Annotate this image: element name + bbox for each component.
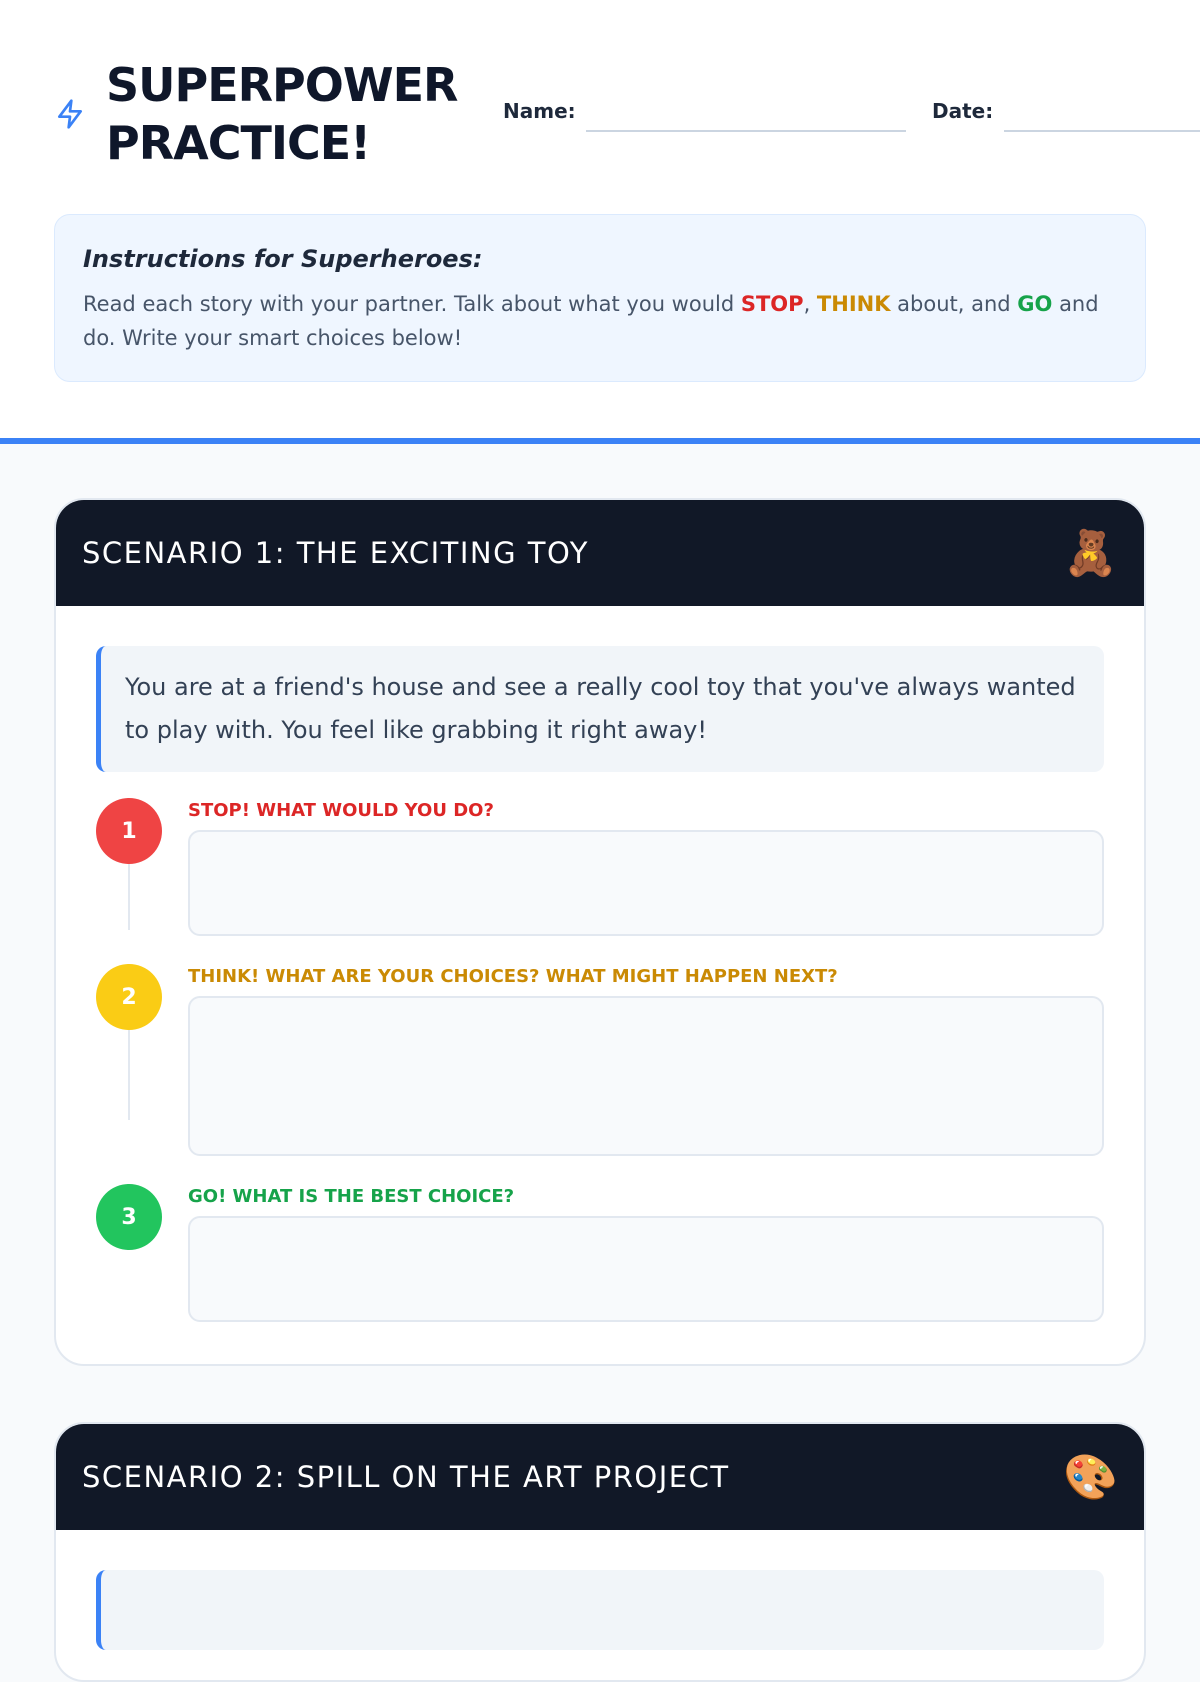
step-number-stop: 1 [96,798,162,864]
keyword-go: GO [1017,292,1053,316]
answer-box-stop[interactable] [188,830,1104,936]
step-number-think: 2 [96,964,162,1030]
step-label-think: THINK! WHAT ARE YOUR CHOICES? WHAT MIGHT HAPPEN NEXT? [188,966,838,987]
step-label-stop: STOP! WHAT WOULD YOU DO? [188,800,494,821]
name-field[interactable] [586,130,906,132]
instructions-text-end: and do. Write your smart choices below! [83,292,1099,350]
scenario-title: SCENARIO 1: THE EXCITING TOY [82,536,589,570]
step-label-go: GO! WHAT IS THE BEST CHOICE? [188,1186,515,1207]
instructions-comma: , [803,292,817,316]
title-line-1: SUPERPOWER [106,58,458,112]
lightning-bolt-icon [54,96,86,132]
scenario-header [56,1424,1144,1530]
instructions-title: Instructions for Superheroes: [83,245,483,273]
title-line-2: PRACTICE! [106,116,371,170]
instructions-text-middle: about, and [890,292,1018,316]
scenario-header [56,500,1144,606]
palette-icon: 🎨 [1063,1452,1118,1503]
scenario-title: SCENARIO 2: SPILL ON THE ART PROJECT [82,1460,730,1494]
teddy-bear-icon: 🧸 [1063,528,1118,579]
instructions-text [83,287,1117,355]
step-number-go: 3 [96,1184,162,1250]
keyword-stop: STOP [740,292,804,316]
scenario-card-1 [54,498,1146,1366]
name-label: Name: [503,99,576,123]
answer-box-go[interactable] [188,1216,1104,1322]
scenario-story: You are at a friend's house and see a really cool toy that you've always wanted to play with. You feel like grabbing it right away! [96,646,1104,772]
scenario-story [96,1570,1104,1650]
keyword-think: THINK [816,292,891,316]
scenario-card-2 [54,1422,1146,1682]
instructions-box [54,214,1146,382]
date-label: Date: [932,99,994,123]
worksheet-header [0,0,1200,444]
instructions-text-start: Read each story with your partner. Talk about what you would [83,292,741,316]
answer-box-think[interactable] [188,996,1104,1156]
page-title [106,56,457,172]
date-field[interactable] [1004,130,1200,132]
